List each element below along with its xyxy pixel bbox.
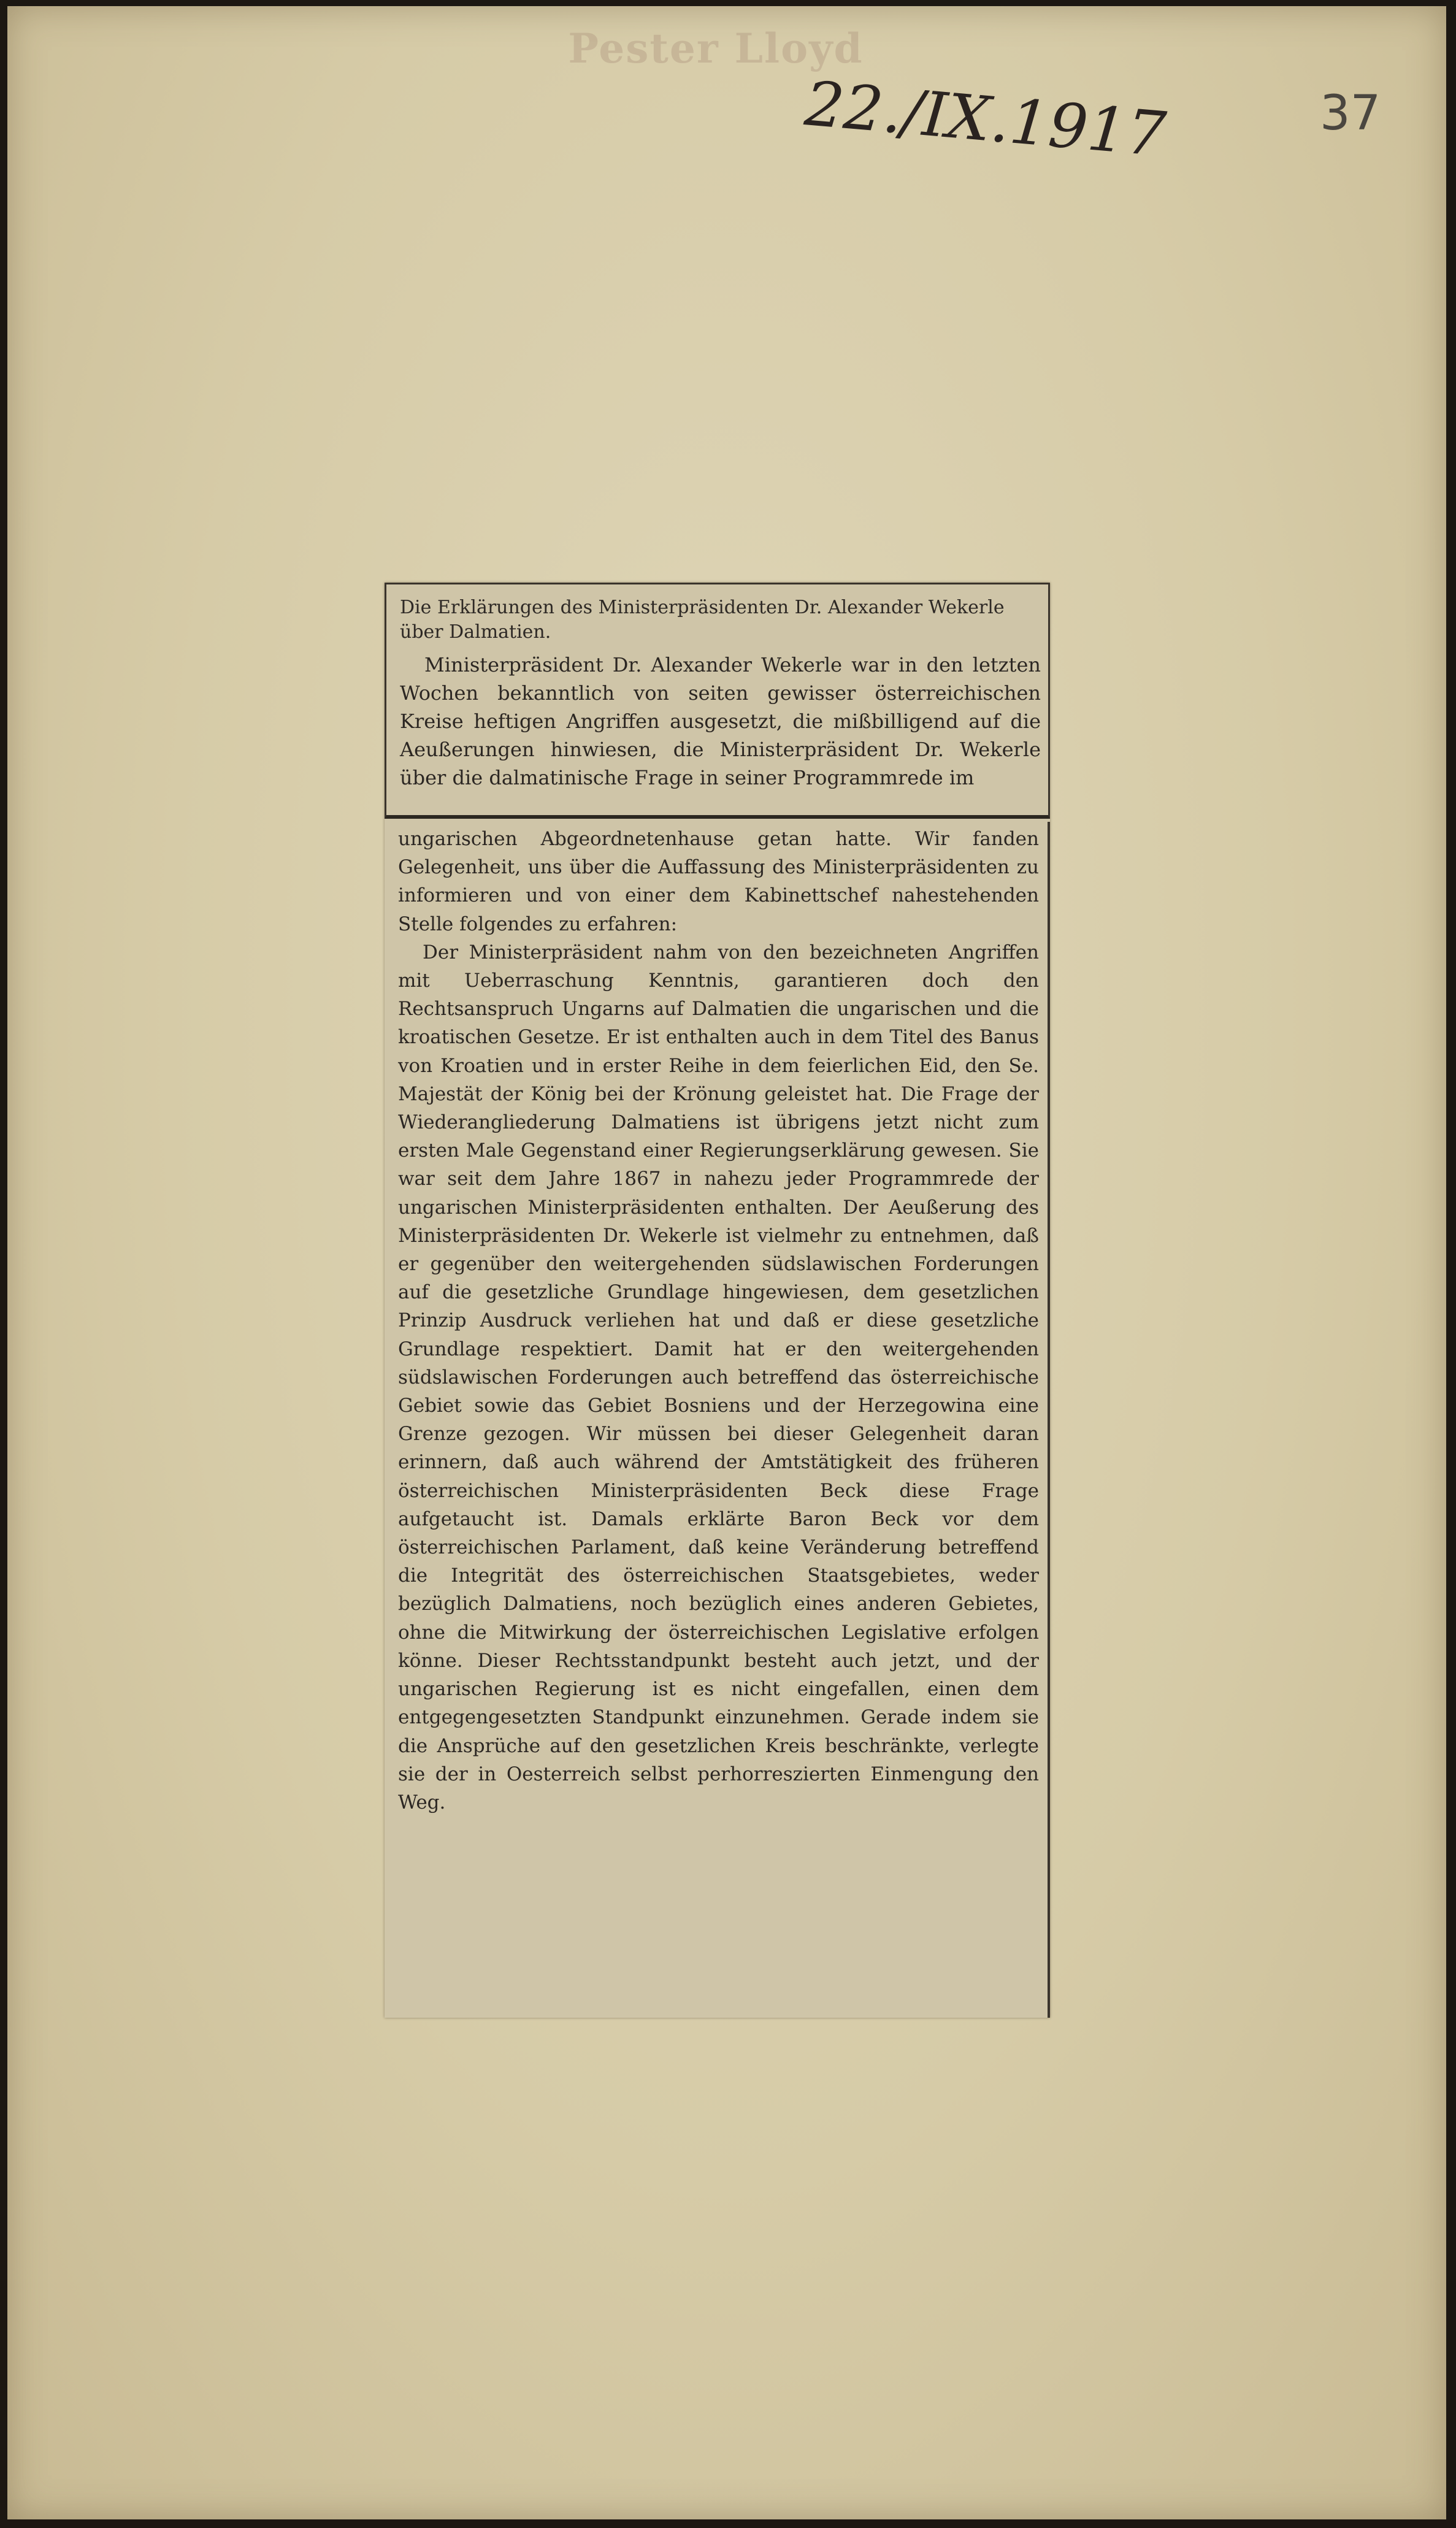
newspaper-stamp: Pester Lloyd	[568, 25, 864, 72]
clipping-top-section	[385, 583, 1050, 819]
article-body	[398, 825, 1039, 1817]
article-lead-paragraph: Ministerpräsident Dr. Alexander Wekerle war in den letzten Wochen bekanntlich von seiten gewisser österreichischen Kreise heftigen Angriffen ausgesetzt, die mißbilligend auf die Aeußerungen hinwiesen, die Ministerpräsident Dr. Wekerle über die dalmatinische Frage in seiner Programmrede im	[400, 653, 1041, 789]
handwritten-date: 22./IX.1917	[802, 67, 1169, 171]
newspaper-clipping	[385, 583, 1050, 2018]
article-main-paragraph: Der Ministerpräsident nahm von den bezeichneten Angriffen mit Ueberraschung Kenntnis, garantieren doch den Rechtsanspruch Ungarns auf Dalmatien die ungarischen und die kroatischen Gesetze. Er ist enthalten auch in dem Titel des Banus von Kroatien und in erster Reihe in dem feierlichen Eid, den Se. Majestät der König bei der Krönung geleistet hat. Die Frage der Wiederangliederung Dalmatiens ist übrigens jetzt nicht zum ersten Male Gegenstand einer Regierungserklärung gewesen. Sie war seit dem Jahre 1867 in nahezu jeder Programmrede der ungarischen Ministerpräsidenten enthalten. Der Aeußerung des Ministerpräsidenten Dr. Wekerle ist vielmehr zu entnehmen, daß er gegenüber den weitergehenden südslawischen Forderungen auf die gesetzliche Grundlage hingewiesen, dem gesetzlichen Prinzip Ausdruck verliehen hat und daß er diese gesetzliche Grundlage respektiert. Damit hat er den weitergehenden südslawischen Forderungen auch betreffend das österreichische Gebiet sowie das Gebiet Bosniens und der Herzegowina eine Grenze gezogen. Wir müssen bei dieser Gelegenheit daran erinnern, daß auch während der Amtstätigkeit des früheren österreichischen Ministerpräsidenten Beck diese Frage aufgetaucht ist. Damals erklärte Baron Beck vor dem österreichischen Parlament, daß keine Veränderung betreffend die Integrität des österreichischen Staatsgebietes, weder bezüglich Dalmatiens, noch bezüglich eines anderen Gebietes, ohne die Mitwirkung der österreichischen Legislative erfolgen könne. Dieser Rechtsstandpunkt besteht auch jetzt, und der ungarischen Regierung ist es nicht eingefallen, einen dem entgegengesetzten Standpunkt einzunehmen. Gerade indem sie die Ansprüche auf den gesetzlichen Kreis beschränkte, verlegte sie der in Oesterreich selbst perhorreszierten Einmengung den Weg.	[398, 941, 1039, 1814]
clipping-body-section	[385, 822, 1050, 2018]
page-number: 37	[1320, 86, 1381, 141]
article-headline: Die Erklärungen des Ministerpräsidenten Dr. Alexander Wekerle über Dalmatien.	[400, 597, 1005, 643]
article-intro-paragraph: ungarischen Abgeordnetenhause getan hatte. Wir fanden Gelegenheit, uns über die Auffassung des Ministerpräsidenten zu informieren und von einer dem Kabinettschef nahestehenden Stelle folgendes zu erfahren:	[398, 828, 1039, 935]
archive-sheet	[7, 6, 1446, 2519]
